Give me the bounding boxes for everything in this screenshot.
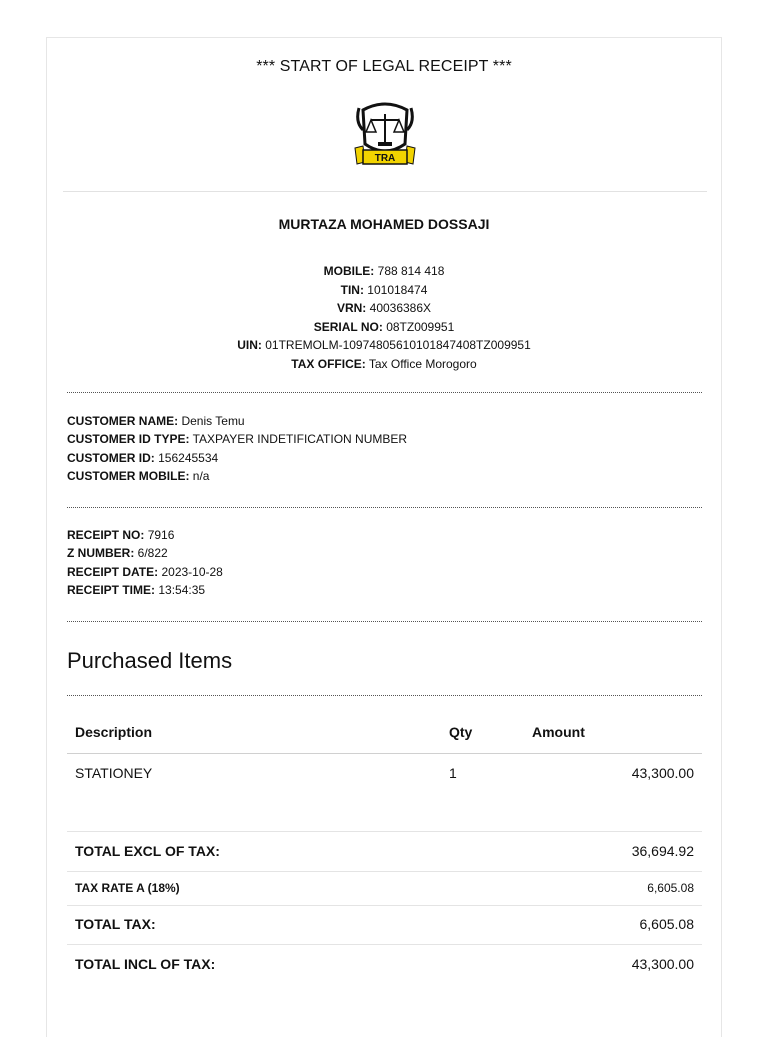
total-tax-label: TOTAL TAX: (75, 916, 156, 932)
receipt-no: RECEIPT NO: 7916 (67, 528, 175, 542)
customer-block (67, 412, 407, 485)
column-amount: Amount (532, 724, 585, 740)
item-description: STATIONEY (75, 765, 153, 781)
header-divider (63, 191, 707, 192)
customer-name: CUSTOMER NAME: Denis Temu (67, 414, 245, 428)
divider-1 (67, 392, 702, 393)
z-number: Z NUMBER: 6/822 (67, 546, 168, 561)
item-amount: 43,300.00 (631, 765, 694, 781)
business-name: MURTAZA MOHAMED DOSSAJI (278, 216, 490, 232)
receipt-card (46, 37, 722, 1037)
divider-3 (67, 621, 702, 622)
business-info (47, 262, 721, 374)
total-excl-value: 36,694.92 (631, 843, 694, 859)
customer-id-type: CUSTOMER ID TYPE: TAXPAYER INDETIFICATION NUMBER (67, 432, 408, 447)
customer-mobile: CUSTOMER MOBILE: n/a (67, 468, 210, 483)
items-table-header (67, 724, 702, 754)
divider-4 (67, 695, 702, 696)
tra-emblem-logo (353, 100, 417, 170)
total-excl-label: TOTAL EXCL OF TAX: (75, 843, 220, 859)
table-header-rule (67, 753, 702, 754)
tax-rate-label: TAX RATE A (18%) (75, 881, 180, 895)
total-incl-value: 43,300.00 (631, 956, 694, 972)
purchased-items-title: Purchased Items (67, 648, 233, 673)
totals-top-rule (67, 831, 702, 832)
business-tin: TIN: 101018474 (340, 282, 428, 297)
business-serial-no: SERIAL NO: 08TZ009951 (313, 319, 455, 334)
receipt-banner: *** START OF LEGAL RECEIPT *** (256, 58, 512, 75)
total-tax-value: 6,605.08 (639, 916, 694, 932)
row-divider (67, 944, 702, 945)
row-divider (67, 871, 702, 872)
customer-id: CUSTOMER ID: 156245534 (67, 450, 219, 465)
item-qty: 1 (449, 765, 457, 781)
total-incl-label: TOTAL INCL OF TAX: (75, 956, 216, 972)
receipt-time: RECEIPT TIME: 13:54:35 (67, 582, 206, 597)
receipt-info-block (67, 526, 223, 599)
column-description: Description (75, 724, 153, 740)
business-tax-office: TAX OFFICE: Tax Office Morogoro (291, 356, 477, 371)
receipt-date: RECEIPT DATE: 2023-10-28 (67, 564, 223, 579)
divider-2 (67, 507, 702, 508)
business-uin: UIN: 01TREMOLM-10974805610101847408TZ009951 (237, 338, 531, 353)
tra-logo-text: TRA (374, 153, 396, 164)
tax-rate-value: 6,605.08 (647, 881, 694, 895)
business-mobile: MOBILE: 788 814 418 (323, 264, 445, 278)
business-vrn: VRN: 40036386X (336, 301, 432, 316)
row-divider (67, 905, 702, 906)
column-qty: Qty (449, 724, 473, 740)
